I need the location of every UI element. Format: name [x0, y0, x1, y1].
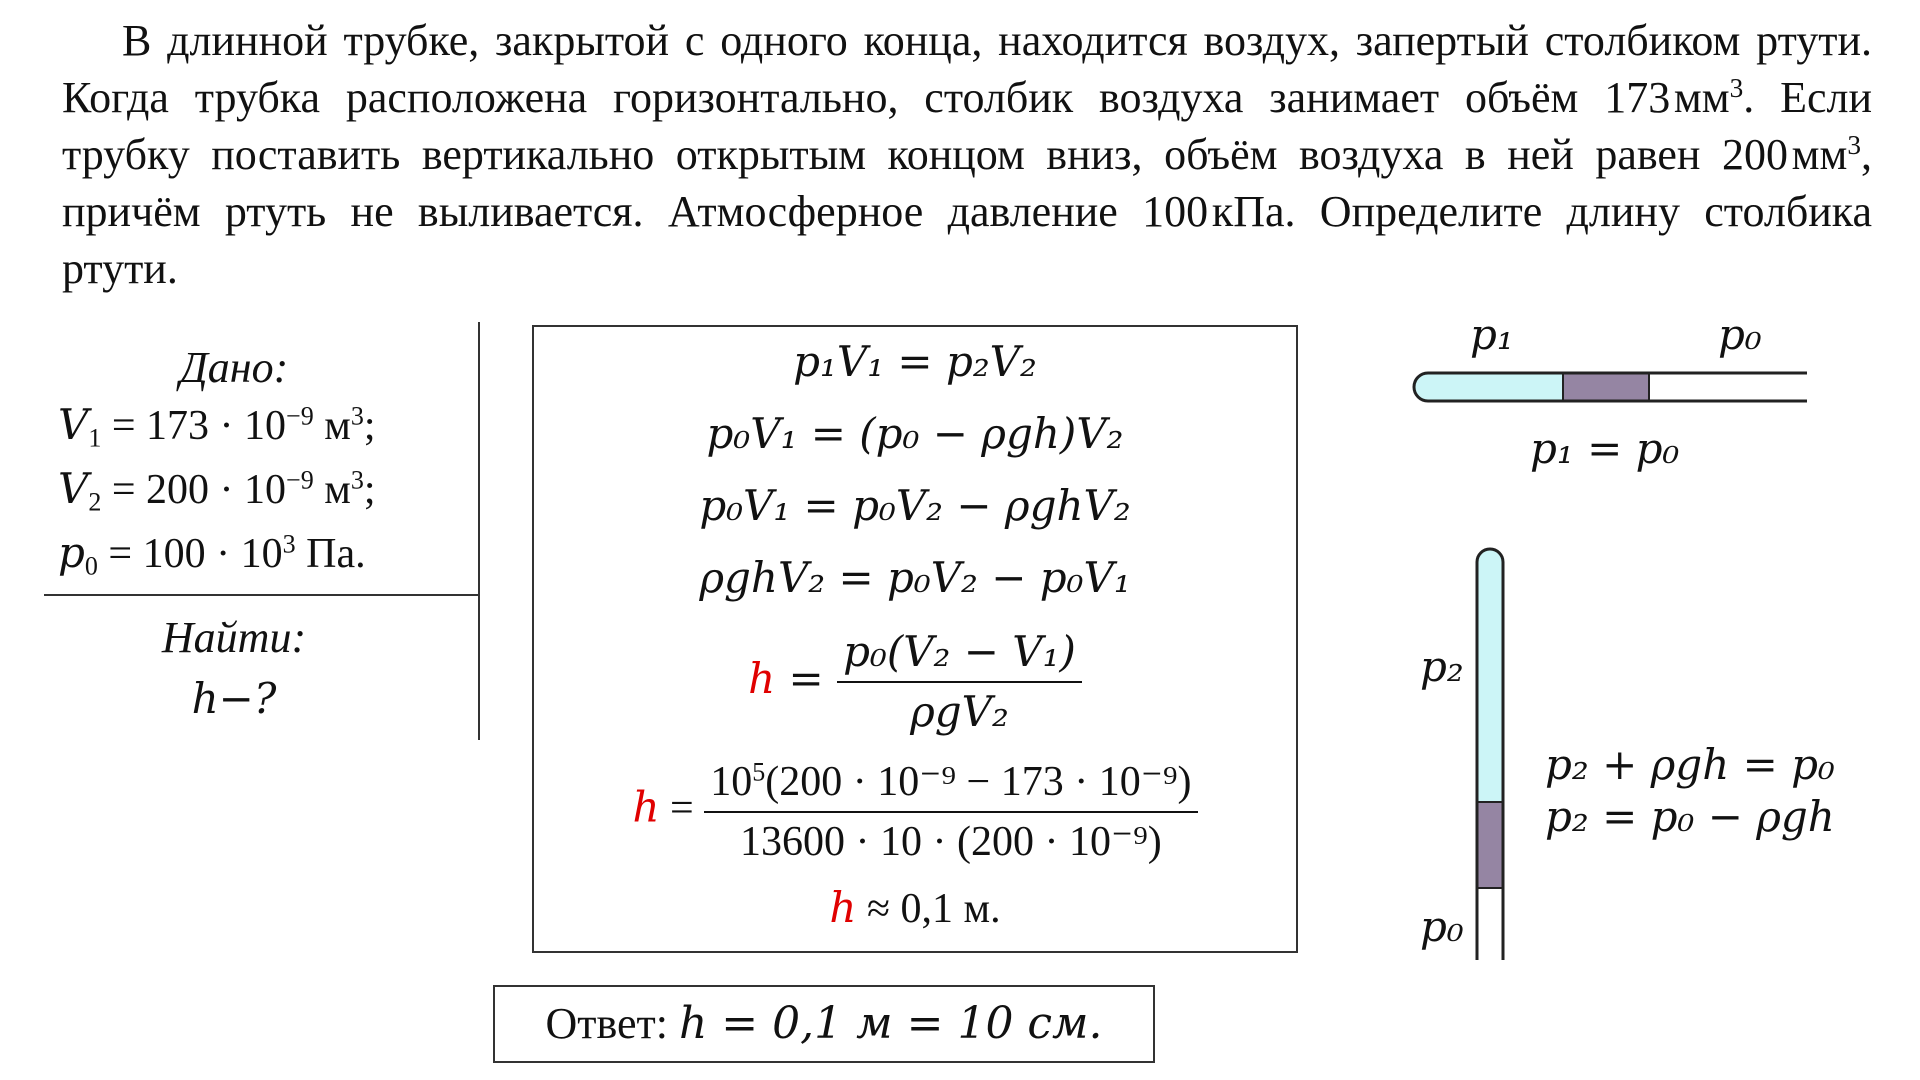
answer-value: h = 0,1 м = 10 см.	[678, 998, 1103, 1049]
h-variable: h	[829, 883, 857, 932]
given-row-v1: $V_1 = 173 \cdot 10^{-9}$ $м^3$;	[58, 400, 376, 453]
problem-line-1: В длинной трубке, закрытой с одного конца, находится воздух, запертый столбиком ртути. Когда трубка расположена горизонтально, столбик воздуха занимает объём	[62, 16, 1872, 122]
equation-3: p₀V₁ = p₀V₂ − ρghV₂	[699, 481, 1131, 530]
equation-7: h ≈ 0,1 м.	[829, 883, 1001, 932]
given-row-p0: $p_0 = 100 \cdot 10^3$ Па.	[58, 528, 366, 581]
cube-exp-2: 3	[1847, 130, 1861, 160]
given-title: Дано:	[179, 343, 289, 392]
given-row-v2: $V_2 = 200 \cdot 10^{-9}$ $м^3$;	[58, 464, 376, 517]
label-p0-horizontal: p₀	[1718, 310, 1762, 359]
horizontal-air-column	[1414, 373, 1563, 401]
h-variable: h	[632, 782, 660, 832]
find-value: h−?	[191, 674, 277, 723]
relation-p2: p₂ = p₀ − ρgh	[1545, 792, 1835, 841]
unit-mm: мм	[1673, 73, 1730, 122]
label-p0-vertical: p₀	[1420, 902, 1464, 951]
unit-mm-2: мм	[1791, 130, 1848, 179]
v2-value: 200	[1721, 130, 1788, 179]
problem-line-2: . Если трубку поставить вертикально открытым концом вниз, объём воздуха в ней равен	[62, 73, 1872, 179]
fraction-numeric-denominator: 13600 · 10 · (200 · 10⁻⁹)	[740, 819, 1162, 865]
equation-6: h = $\frac{10^5(200 \cdot 10^{-9} - 173 \cdot 10^{-9})}{\text{13600 · 10 · (200 · 10⁻⁹)}}$	[534, 753, 1296, 871]
label-p2: p₂	[1420, 642, 1464, 691]
v1-value: 173	[1604, 73, 1671, 122]
cube-exp: 3	[1729, 73, 1744, 103]
pressure-value: 100	[1142, 187, 1209, 236]
vertical-mercury-column	[1477, 802, 1503, 888]
equation-5: h = $\frac{\text{p₀(V₂ − V₁)}}{\text{ρgV₂}}$	[534, 623, 1296, 741]
horizontal-mercury-column	[1563, 373, 1649, 401]
problem-line-4: . Определите длину столбика ртути.	[62, 187, 1872, 293]
equation-1: p₁V₁ = p₂V₂	[793, 337, 1037, 386]
problem-line-3: , причём ртуть не выливается. Атмосферное давление	[62, 130, 1872, 236]
equation-2: p₀V₁ = (p₀ − ρgh)V₂	[706, 409, 1124, 458]
relation-balance: p₂ + ρgh = p₀	[1545, 740, 1835, 789]
vertical-tube	[1477, 549, 1503, 960]
horizontal-tube	[1414, 373, 1807, 401]
label-p1: p₁	[1470, 310, 1514, 359]
fraction-numerator: p₀(V₂ − V₁)	[837, 623, 1082, 683]
find-title: Найти:	[161, 613, 307, 662]
fraction-numeric-numerator: $10^5(200 \cdot 10^{-9} - 173 \cdot 10^{-9})$	[704, 753, 1197, 813]
pressure-unit: кПа	[1211, 187, 1285, 236]
vertical-air-column	[1477, 549, 1503, 802]
equation-4: ρghV₂ = p₀V₂ − p₀V₁	[699, 553, 1131, 602]
h-variable: h	[748, 654, 776, 703]
answer-label: Ответ:	[545, 999, 668, 1048]
fraction-denominator: ρgV₂	[910, 687, 1009, 736]
relation-p1-p0: p₁ = p₀	[1530, 424, 1680, 473]
